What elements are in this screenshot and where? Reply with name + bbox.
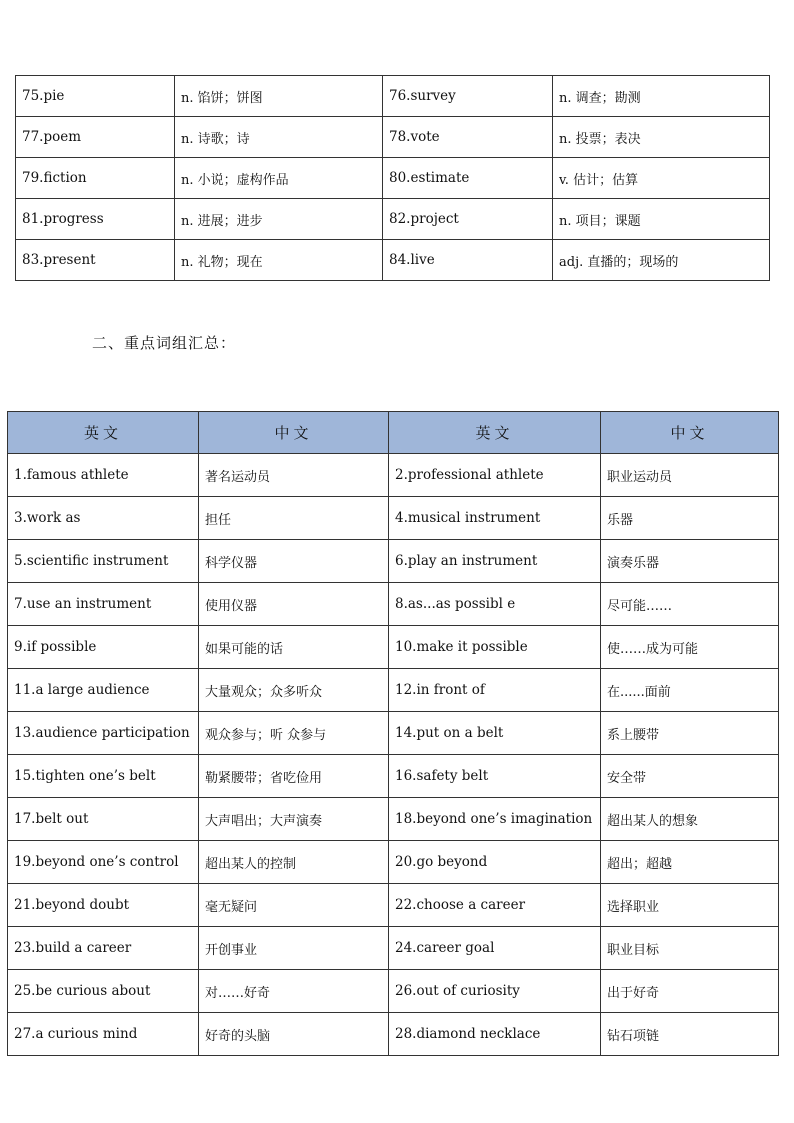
chinese-cell: n. 进展；进步: [175, 199, 383, 240]
english-cell: 75.pie: [16, 76, 175, 117]
english-cell: 78.vote: [383, 117, 553, 158]
english-cell: 5.scientific instrument: [8, 540, 199, 583]
english-cell: 77.poem: [16, 117, 175, 158]
chinese-cell: adj. 直播的；现场的: [553, 240, 770, 281]
chinese-cell: 职业运动员: [601, 454, 779, 497]
english-cell: 19.beyond one’s control: [8, 841, 199, 884]
english-cell: 9.if possible: [8, 626, 199, 669]
chinese-cell: 如果可能的话: [199, 626, 389, 669]
english-cell: 15.tighten one’s belt: [8, 755, 199, 798]
chinese-cell: 超出；超越: [601, 841, 779, 884]
phrase-row: [8, 970, 779, 1013]
section-heading: 二、重点词组汇总：: [92, 334, 237, 352]
vocabulary-table-body: [16, 76, 770, 281]
vocab-row: [16, 199, 770, 240]
chinese-cell: 系上腰带: [601, 712, 779, 755]
english-cell: 12.in front of: [389, 669, 601, 712]
phrase-row: [8, 1013, 779, 1056]
chinese-cell: 观众参与；听 众参与: [199, 712, 389, 755]
chinese-cell: 安全带: [601, 755, 779, 798]
phrase-row: [8, 927, 779, 970]
english-cell: 28.diamond necklace: [389, 1013, 601, 1056]
chinese-cell: 好奇的头脑: [199, 1013, 389, 1056]
phrase-row: [8, 755, 779, 798]
english-cell: 21.beyond doubt: [8, 884, 199, 927]
chinese-cell: 毫无疑问: [199, 884, 389, 927]
english-cell: 27.a curious mind: [8, 1013, 199, 1056]
chinese-cell: 演奏乐器: [601, 540, 779, 583]
chinese-cell: n. 投票；表决: [553, 117, 770, 158]
phrase-row: [8, 712, 779, 755]
english-cell: 23.build a career: [8, 927, 199, 970]
chinese-cell: 选择职业: [601, 884, 779, 927]
vocab-row: [16, 117, 770, 158]
phrase-row: [8, 798, 779, 841]
chinese-cell: 对……好奇: [199, 970, 389, 1013]
chinese-cell: 著名运动员: [199, 454, 389, 497]
chinese-cell: n. 礼物；现在: [175, 240, 383, 281]
english-cell: 81.progress: [16, 199, 175, 240]
phrase-row: [8, 583, 779, 626]
phrase-row: [8, 841, 779, 884]
english-cell: 26.out of curiosity: [389, 970, 601, 1013]
english-cell: 14.put on a belt: [389, 712, 601, 755]
english-cell: 13.audience participation: [8, 712, 199, 755]
header-english-1: 英文: [8, 412, 199, 454]
english-cell: 79.fiction: [16, 158, 175, 199]
english-cell: 2.professional athlete: [389, 454, 601, 497]
header-row: [8, 412, 779, 454]
english-cell: 80.estimate: [383, 158, 553, 199]
chinese-cell: 担任: [199, 497, 389, 540]
phrase-table-header: [8, 412, 779, 454]
english-cell: 83.present: [16, 240, 175, 281]
chinese-cell: 勒紧腰带；省吃俭用: [199, 755, 389, 798]
chinese-cell: 在......面前: [601, 669, 779, 712]
chinese-cell: 钻石项链: [601, 1013, 779, 1056]
phrase-row: [8, 884, 779, 927]
phrase-table: [7, 411, 779, 1056]
phrase-row: [8, 497, 779, 540]
chinese-cell: n. 小说；虚构作品: [175, 158, 383, 199]
english-cell: 11.a large audience: [8, 669, 199, 712]
english-cell: 82.project: [383, 199, 553, 240]
chinese-cell: 尽可能……: [601, 583, 779, 626]
header-chinese-1: 中文: [199, 412, 389, 454]
header-chinese-2: 中文: [601, 412, 779, 454]
chinese-cell: 使用仪器: [199, 583, 389, 626]
english-cell: 22.choose a career: [389, 884, 601, 927]
english-cell: 1.famous athlete: [8, 454, 199, 497]
vocab-row: [16, 240, 770, 281]
chinese-cell: 科学仪器: [199, 540, 389, 583]
phrase-row: [8, 626, 779, 669]
english-cell: 7.use an instrument: [8, 583, 199, 626]
vocabulary-table: [15, 75, 770, 281]
chinese-cell: n. 馅饼；饼图: [175, 76, 383, 117]
chinese-cell: 乐器: [601, 497, 779, 540]
phrase-row: [8, 454, 779, 497]
english-cell: 24.career goal: [389, 927, 601, 970]
vocab-row: [16, 158, 770, 199]
chinese-cell: 大声唱出；大声演奏: [199, 798, 389, 841]
chinese-cell: n. 项目；课题: [553, 199, 770, 240]
chinese-cell: v. 估计；估算: [553, 158, 770, 199]
english-cell: 18.beyond one’s imagination: [389, 798, 601, 841]
chinese-cell: 超出某人的想象: [601, 798, 779, 841]
english-cell: 25.be curious about: [8, 970, 199, 1013]
chinese-cell: 出于好奇: [601, 970, 779, 1013]
english-cell: 17.belt out: [8, 798, 199, 841]
english-cell: 16.safety belt: [389, 755, 601, 798]
phrase-table-body: [8, 454, 779, 1056]
english-cell: 6.play an instrument: [389, 540, 601, 583]
chinese-cell: 职业目标: [601, 927, 779, 970]
english-cell: 10.make it possible: [389, 626, 601, 669]
english-cell: 4.musical instrument: [389, 497, 601, 540]
english-cell: 84.live: [383, 240, 553, 281]
english-cell: 3.work as: [8, 497, 199, 540]
chinese-cell: 开创事业: [199, 927, 389, 970]
chinese-cell: 大量观众；众多听众: [199, 669, 389, 712]
english-cell: 20.go beyond: [389, 841, 601, 884]
header-english-2: 英文: [389, 412, 601, 454]
phrase-row: [8, 540, 779, 583]
vocab-row: [16, 76, 770, 117]
english-cell: 8.as...as possibl e: [389, 583, 601, 626]
chinese-cell: 超出某人的控制: [199, 841, 389, 884]
chinese-cell: n. 调查；勘测: [553, 76, 770, 117]
chinese-cell: 使……成为可能: [601, 626, 779, 669]
phrase-row: [8, 669, 779, 712]
english-cell: 76.survey: [383, 76, 553, 117]
chinese-cell: n. 诗歌；诗: [175, 117, 383, 158]
